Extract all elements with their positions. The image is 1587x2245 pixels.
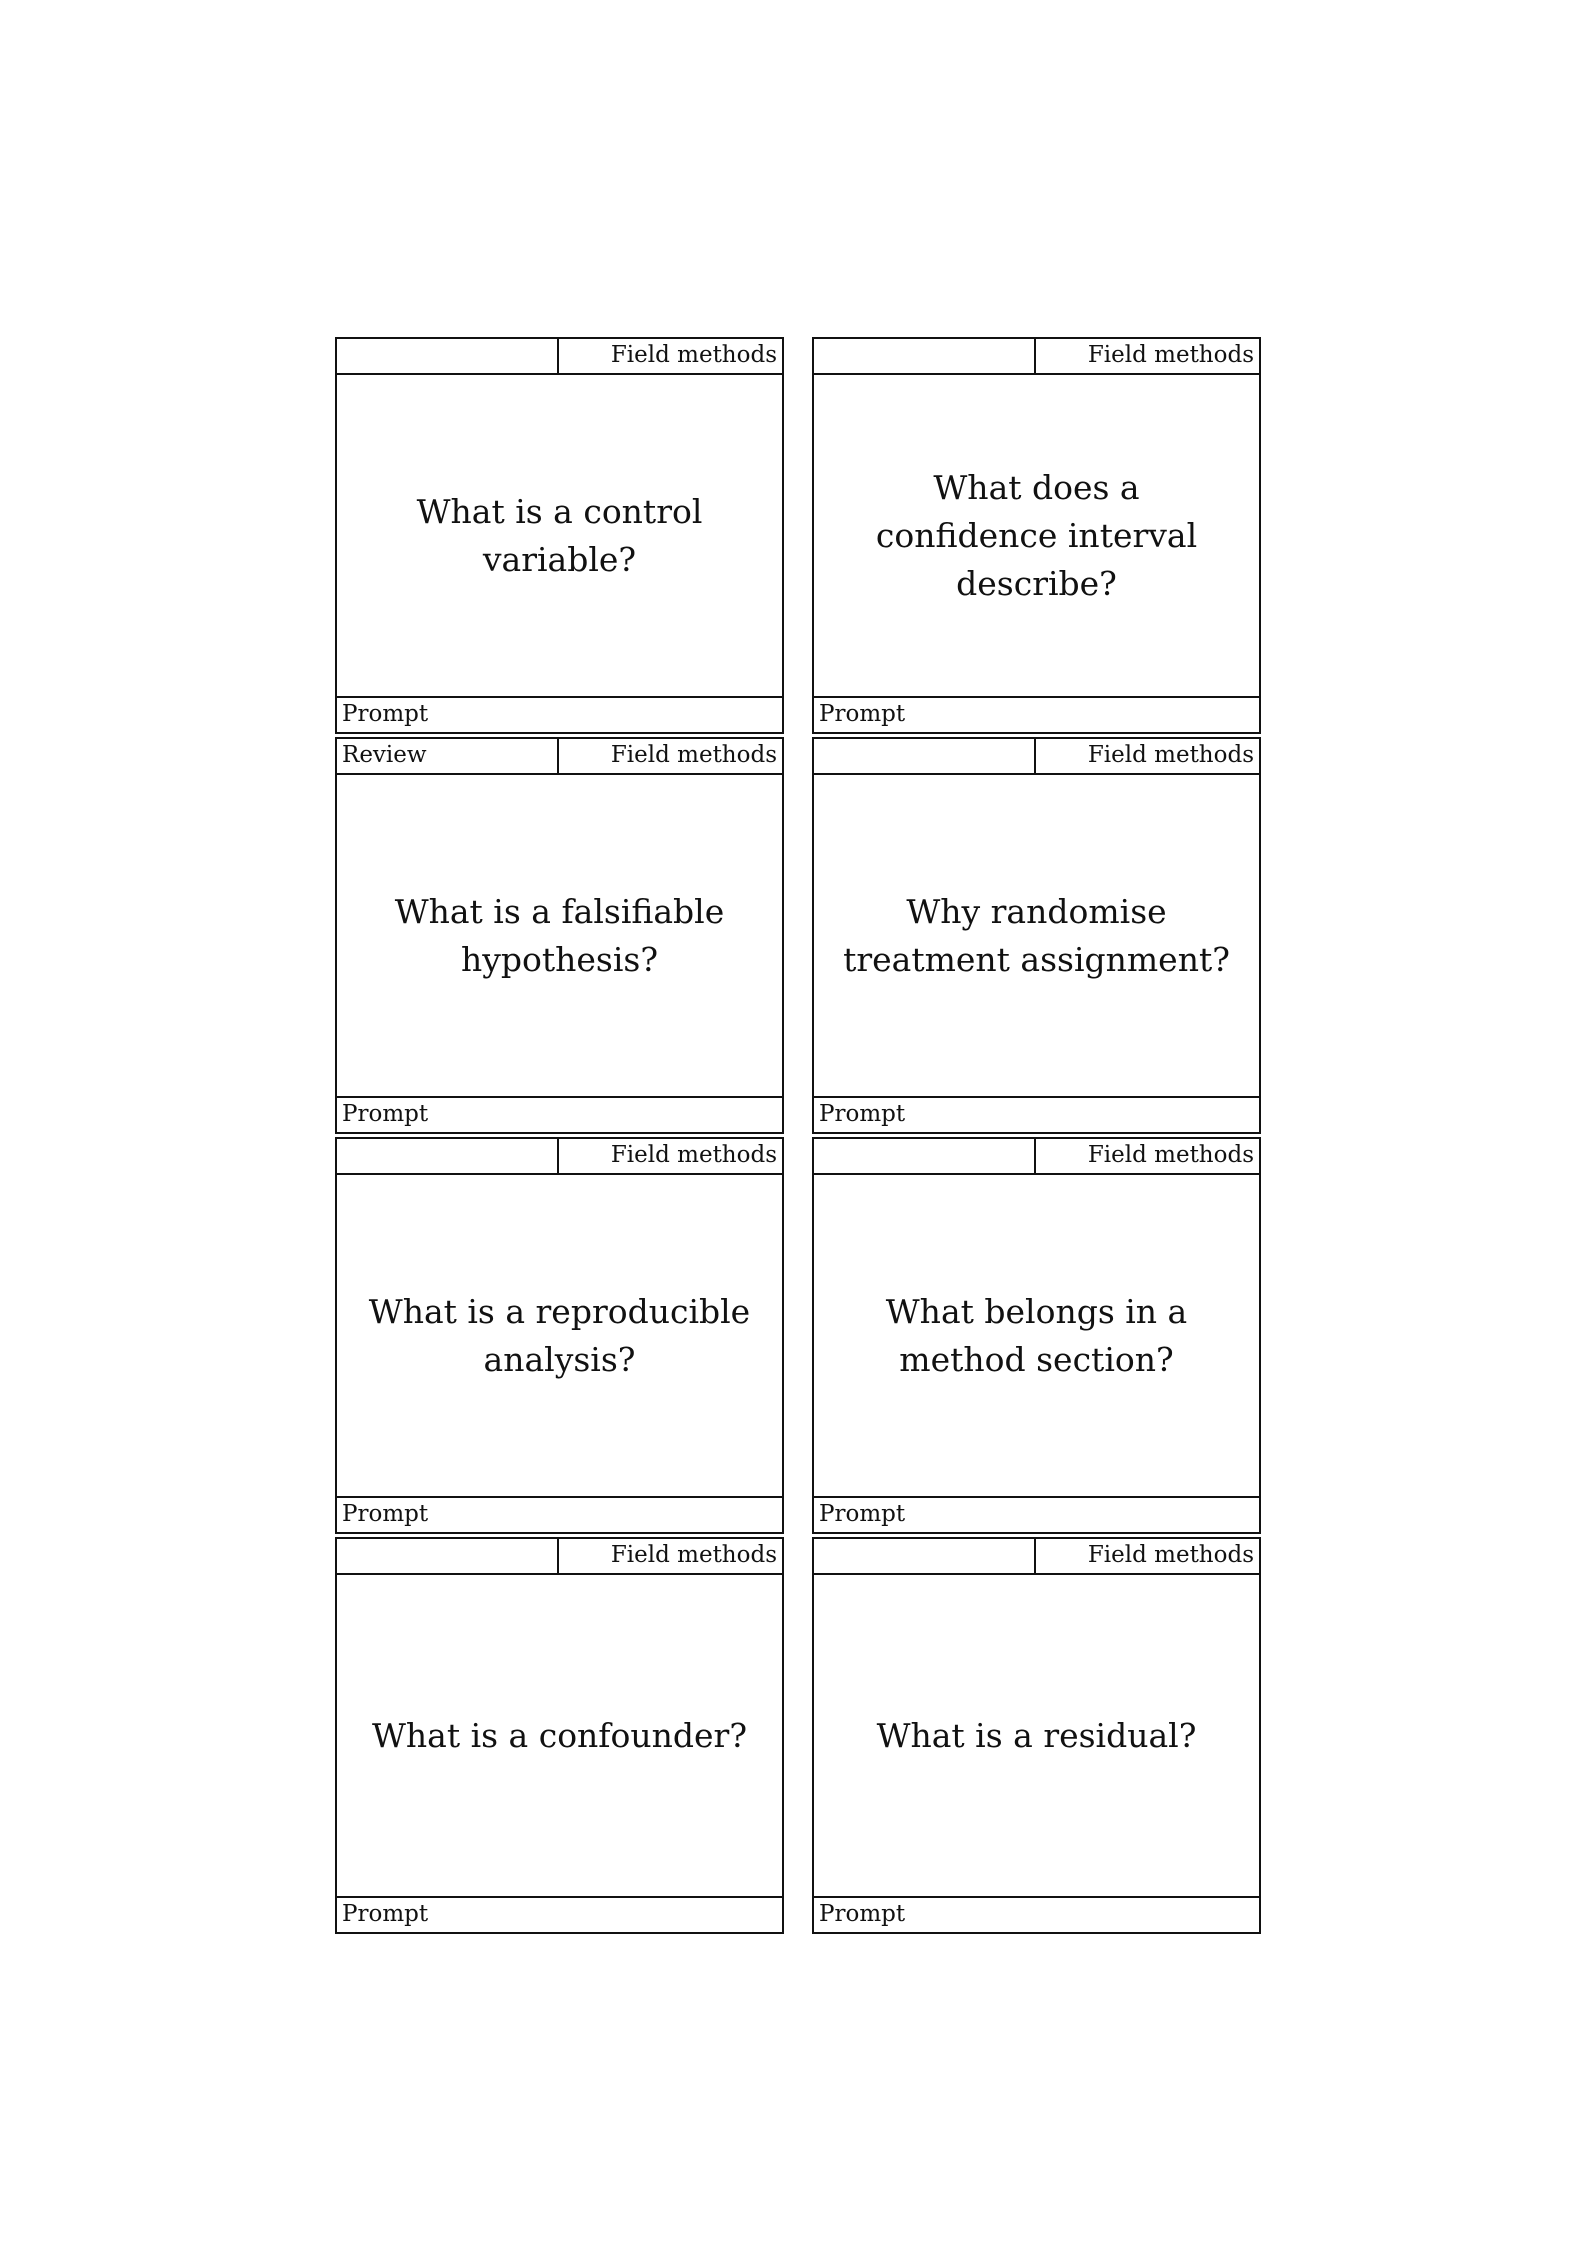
- card-footer-label: Prompt: [814, 1896, 1259, 1932]
- card-question: What is a residual?: [876, 1715, 1197, 1755]
- flashcard-sheet: [335, 337, 1261, 1937]
- card-topic-label: Field methods: [1087, 742, 1254, 768]
- card-status-label: [814, 339, 1036, 373]
- flashcard: [335, 1537, 784, 1934]
- card-status-label: [337, 1539, 559, 1573]
- card-footer-label: Prompt: [337, 696, 782, 732]
- card-footer-label: Prompt: [337, 1496, 782, 1532]
- card-topic-label: Field methods: [610, 742, 777, 768]
- card-header: [814, 339, 1259, 375]
- card-header: [814, 739, 1259, 775]
- card-question: What does a confidence interval describe?: [875, 467, 1198, 603]
- card-header: [337, 339, 782, 375]
- card-footer-label: Prompt: [814, 696, 1259, 732]
- card-question: What is a falsifiable hypothesis?: [394, 891, 725, 979]
- card-question: What is a control variable?: [416, 491, 703, 579]
- card-body: [337, 1175, 782, 1496]
- card-header: [337, 1139, 782, 1175]
- card-header: [814, 1539, 1259, 1575]
- card-status-label: [814, 1539, 1036, 1573]
- card-status-label: [337, 1139, 559, 1173]
- flashcard: [812, 1137, 1261, 1534]
- flashcard: [812, 737, 1261, 1134]
- card-body: [337, 1575, 782, 1896]
- card-footer-label: Prompt: [337, 1096, 782, 1132]
- card-body: [814, 1175, 1259, 1496]
- flashcard: [812, 337, 1261, 734]
- card-header: [814, 1139, 1259, 1175]
- card-status-label: [337, 339, 559, 373]
- card-footer-label: Prompt: [814, 1496, 1259, 1532]
- card-question: What is a reproducible analysis?: [368, 1291, 751, 1379]
- card-body: [337, 375, 782, 696]
- card-status-label: [814, 1139, 1036, 1173]
- card-topic-label: Field methods: [1087, 1542, 1254, 1568]
- card-status-label: [814, 739, 1036, 773]
- card-question: What belongs in a method section?: [885, 1291, 1188, 1379]
- card-status-label: Review: [337, 739, 559, 773]
- card-footer-label: Prompt: [814, 1096, 1259, 1132]
- flashcard: [335, 1137, 784, 1534]
- card-header: [337, 739, 782, 775]
- card-question: Why randomise treatment assignment?: [843, 891, 1230, 979]
- card-body: [814, 1575, 1259, 1896]
- card-body: [814, 775, 1259, 1096]
- card-body: [337, 775, 782, 1096]
- card-question: What is a confounder?: [371, 1715, 748, 1755]
- card-header: [337, 1539, 782, 1575]
- card-topic-label: Field methods: [610, 1542, 777, 1568]
- card-footer-label: Prompt: [337, 1896, 782, 1932]
- card-topic-label: Field methods: [610, 1142, 777, 1168]
- card-topic-label: Field methods: [1087, 342, 1254, 368]
- card-topic-label: Field methods: [1087, 1142, 1254, 1168]
- card-body: [814, 375, 1259, 696]
- flashcard: [812, 1537, 1261, 1934]
- flashcard: [335, 737, 784, 1134]
- card-topic-label: Field methods: [610, 342, 777, 368]
- flashcard: [335, 337, 784, 734]
